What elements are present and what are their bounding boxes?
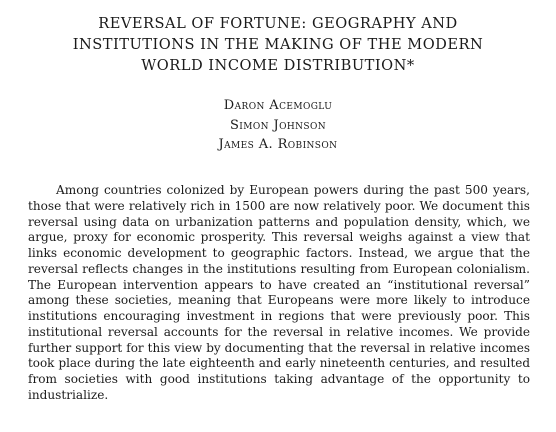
abstract-line: reversal reflects changes in the institutions resulting from European colonialism.	[28, 261, 530, 276]
abstract-line: took place during the late eighteenth and early nineteenth centuries, and resulted	[28, 356, 530, 371]
abstract-line: The European intervention appears to have created an “institutional reversal”	[28, 277, 530, 292]
abstract-line: industrialize.	[28, 387, 109, 402]
abstract-line: those that were relatively rich in 1500 are now relatively poor. We document this	[28, 198, 530, 213]
abstract-line: institutional reversal accounts for the reversal in relative incomes. We provide	[28, 324, 530, 339]
title-line: REVERSAL OF FORTUNE: GEOGRAPHY AND	[98, 15, 458, 32]
title-line: INSTITUTIONS IN THE MAKING OF THE MODERN	[72, 36, 484, 53]
abstract	[28, 183, 530, 404]
abstract-line: Among countries colonized by European powers during the past 500 years,	[56, 183, 530, 197]
abstract-line: links economic development to geographic factors. Instead, we argue that the	[28, 246, 530, 260]
author-name: Daron Acemoglu	[223, 98, 333, 113]
abstract-line: among these societies, meaning that Europeans were more likely to introduce	[28, 293, 530, 308]
abstract-line: from societies with good institutions taking advantage of the opportunity to	[28, 372, 530, 386]
abstract-line: institutions encouraging investment in regions that were previously poor. This	[28, 309, 530, 323]
abstract-line: argue, proxy for economic prosperity. This reversal weighs against a view that	[28, 230, 530, 245]
abstract-line: reversal using data on urbanization patterns and population density, which, we	[28, 214, 530, 229]
author-name: Simon Johnson	[230, 117, 326, 133]
paper-title	[20, 13, 536, 76]
author-name: James A. Robinson	[218, 137, 338, 152]
author-list	[0, 96, 556, 155]
abstract-line: further support for this view by documenting that the reversal in relative incomes	[28, 340, 530, 355]
title-line: WORLD INCOME DISTRIBUTION*	[141, 57, 415, 74]
